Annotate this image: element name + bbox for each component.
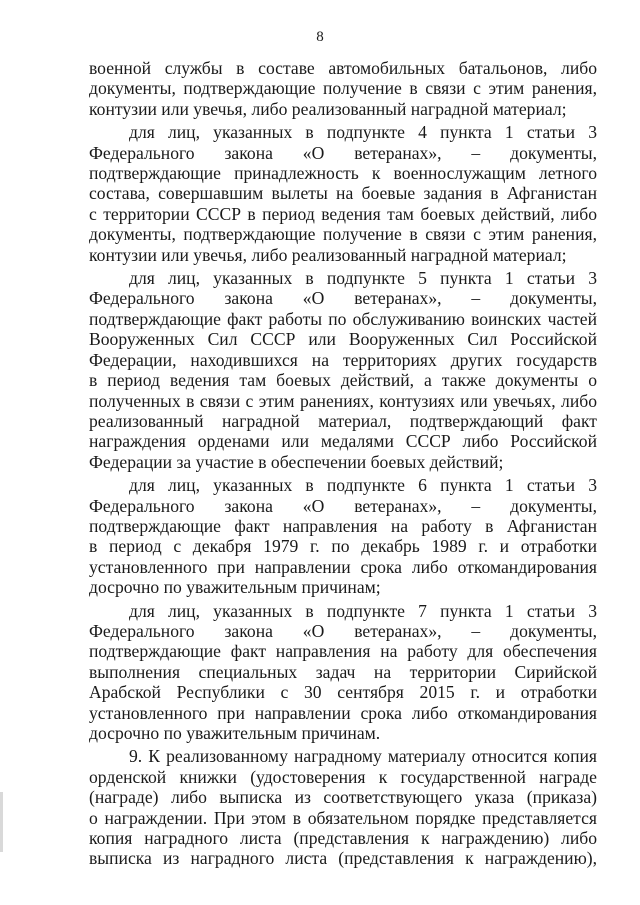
- text-line: в период с декабря 1979 г. по декабрь 1989 г. и отработки: [89, 536, 597, 557]
- text-line: Федерального закона «О ветеранах», – документы,: [89, 288, 597, 309]
- text-line: установленного при направлении срока либо откомандирования: [89, 702, 597, 723]
- text-line: досрочно по уважительным причинам;: [89, 577, 381, 598]
- text-line: досрочно по уважительным причинам.: [89, 723, 381, 743]
- text-line: Федерального закона «О ветеранах», – документы,: [89, 495, 597, 516]
- document-body: [89, 58, 597, 869]
- text-line: копия наградного листа (представления к награждению) либо: [89, 828, 597, 849]
- text-line: орденской книжки (удостоверения к государственной награде: [89, 766, 597, 787]
- text-line: подтверждающие факт работы по обслуживанию воинских частей: [89, 308, 597, 329]
- text-line: для лиц, указанных в подпункте 7 пункта 1 статьи 3: [129, 600, 597, 621]
- text-line: Арабской Республики с 30 сентября 2015 г. и отработки: [89, 682, 597, 703]
- text-line: (награде) либо выписка из соответствующего указа (приказа): [89, 787, 597, 808]
- text-line: состава, совершавшим вылеты на боевые задания в Афганистан: [89, 183, 597, 204]
- text-line: контузии или увечья, либо реализованный наградной материал;: [89, 244, 567, 265]
- text-line: документы, подтверждающие получение в связи с этим ранения,: [89, 224, 597, 245]
- text-line: Федерального закона «О ветеранах», – документы,: [89, 620, 597, 641]
- text-line: полученных в связи с этим ранениях, контузиях или увечьях, либо: [89, 390, 597, 411]
- text-line: награждения орденами или медалями СССР либо Российской: [89, 431, 597, 452]
- text-line: с территории СССР в период ведения там боевых действий, либо: [89, 203, 597, 224]
- text-line: в период ведения там боевых действий, а также документы о: [89, 370, 597, 391]
- text-line: Вооруженных Сил СССР или Вооруженных Сил Российской: [89, 329, 597, 350]
- page-number: 8: [316, 29, 324, 45]
- text-line: подтверждающие факт направления на работу в Афганистан: [89, 515, 597, 536]
- scan-edge-mark: [0, 792, 3, 852]
- text-line: военной службы в составе автомобильных батальонов, либо: [89, 58, 597, 78]
- text-line: Федерации за участие в обеспечении боевых действий;: [89, 451, 504, 472]
- text-line: о награждении. При этом в обязательном порядке представляется: [89, 807, 597, 828]
- text-line: контузии или увечья, либо реализованный наградной материал;: [89, 98, 567, 119]
- text-line: подтверждающие принадлежность к военнослужащим летного: [89, 163, 597, 184]
- text-line: реализованный наградной материал, подтверждающий факт: [89, 410, 597, 431]
- text-line: выполнения специальных задач на территории Сирийской: [89, 661, 597, 682]
- text-line: 9. К реализованному наградному материалу относится копия: [129, 746, 597, 767]
- text-line: для лиц, указанных в подпункте 6 пункта 1 статьи 3: [129, 475, 597, 496]
- text-line: Федерального закона «О ветеранах», – документы,: [89, 142, 597, 163]
- text-line: для лиц, указанных в подпункте 5 пункта 1 статьи 3: [129, 268, 597, 289]
- text-line: подтверждающие факт направления на работу для обеспечения: [89, 641, 597, 662]
- text-line: для лиц, указанных в подпункте 4 пункта 1 статьи 3: [129, 122, 597, 143]
- text-line: документы, подтверждающие получение в связи с этим ранения,: [89, 78, 597, 99]
- text-line: установленного при направлении срока либо откомандирования: [89, 556, 597, 577]
- text-line: Федерации, находившихся на территориях других государств: [89, 349, 597, 370]
- text-line: выписка из наградного листа (представления к награждению),: [89, 848, 597, 869]
